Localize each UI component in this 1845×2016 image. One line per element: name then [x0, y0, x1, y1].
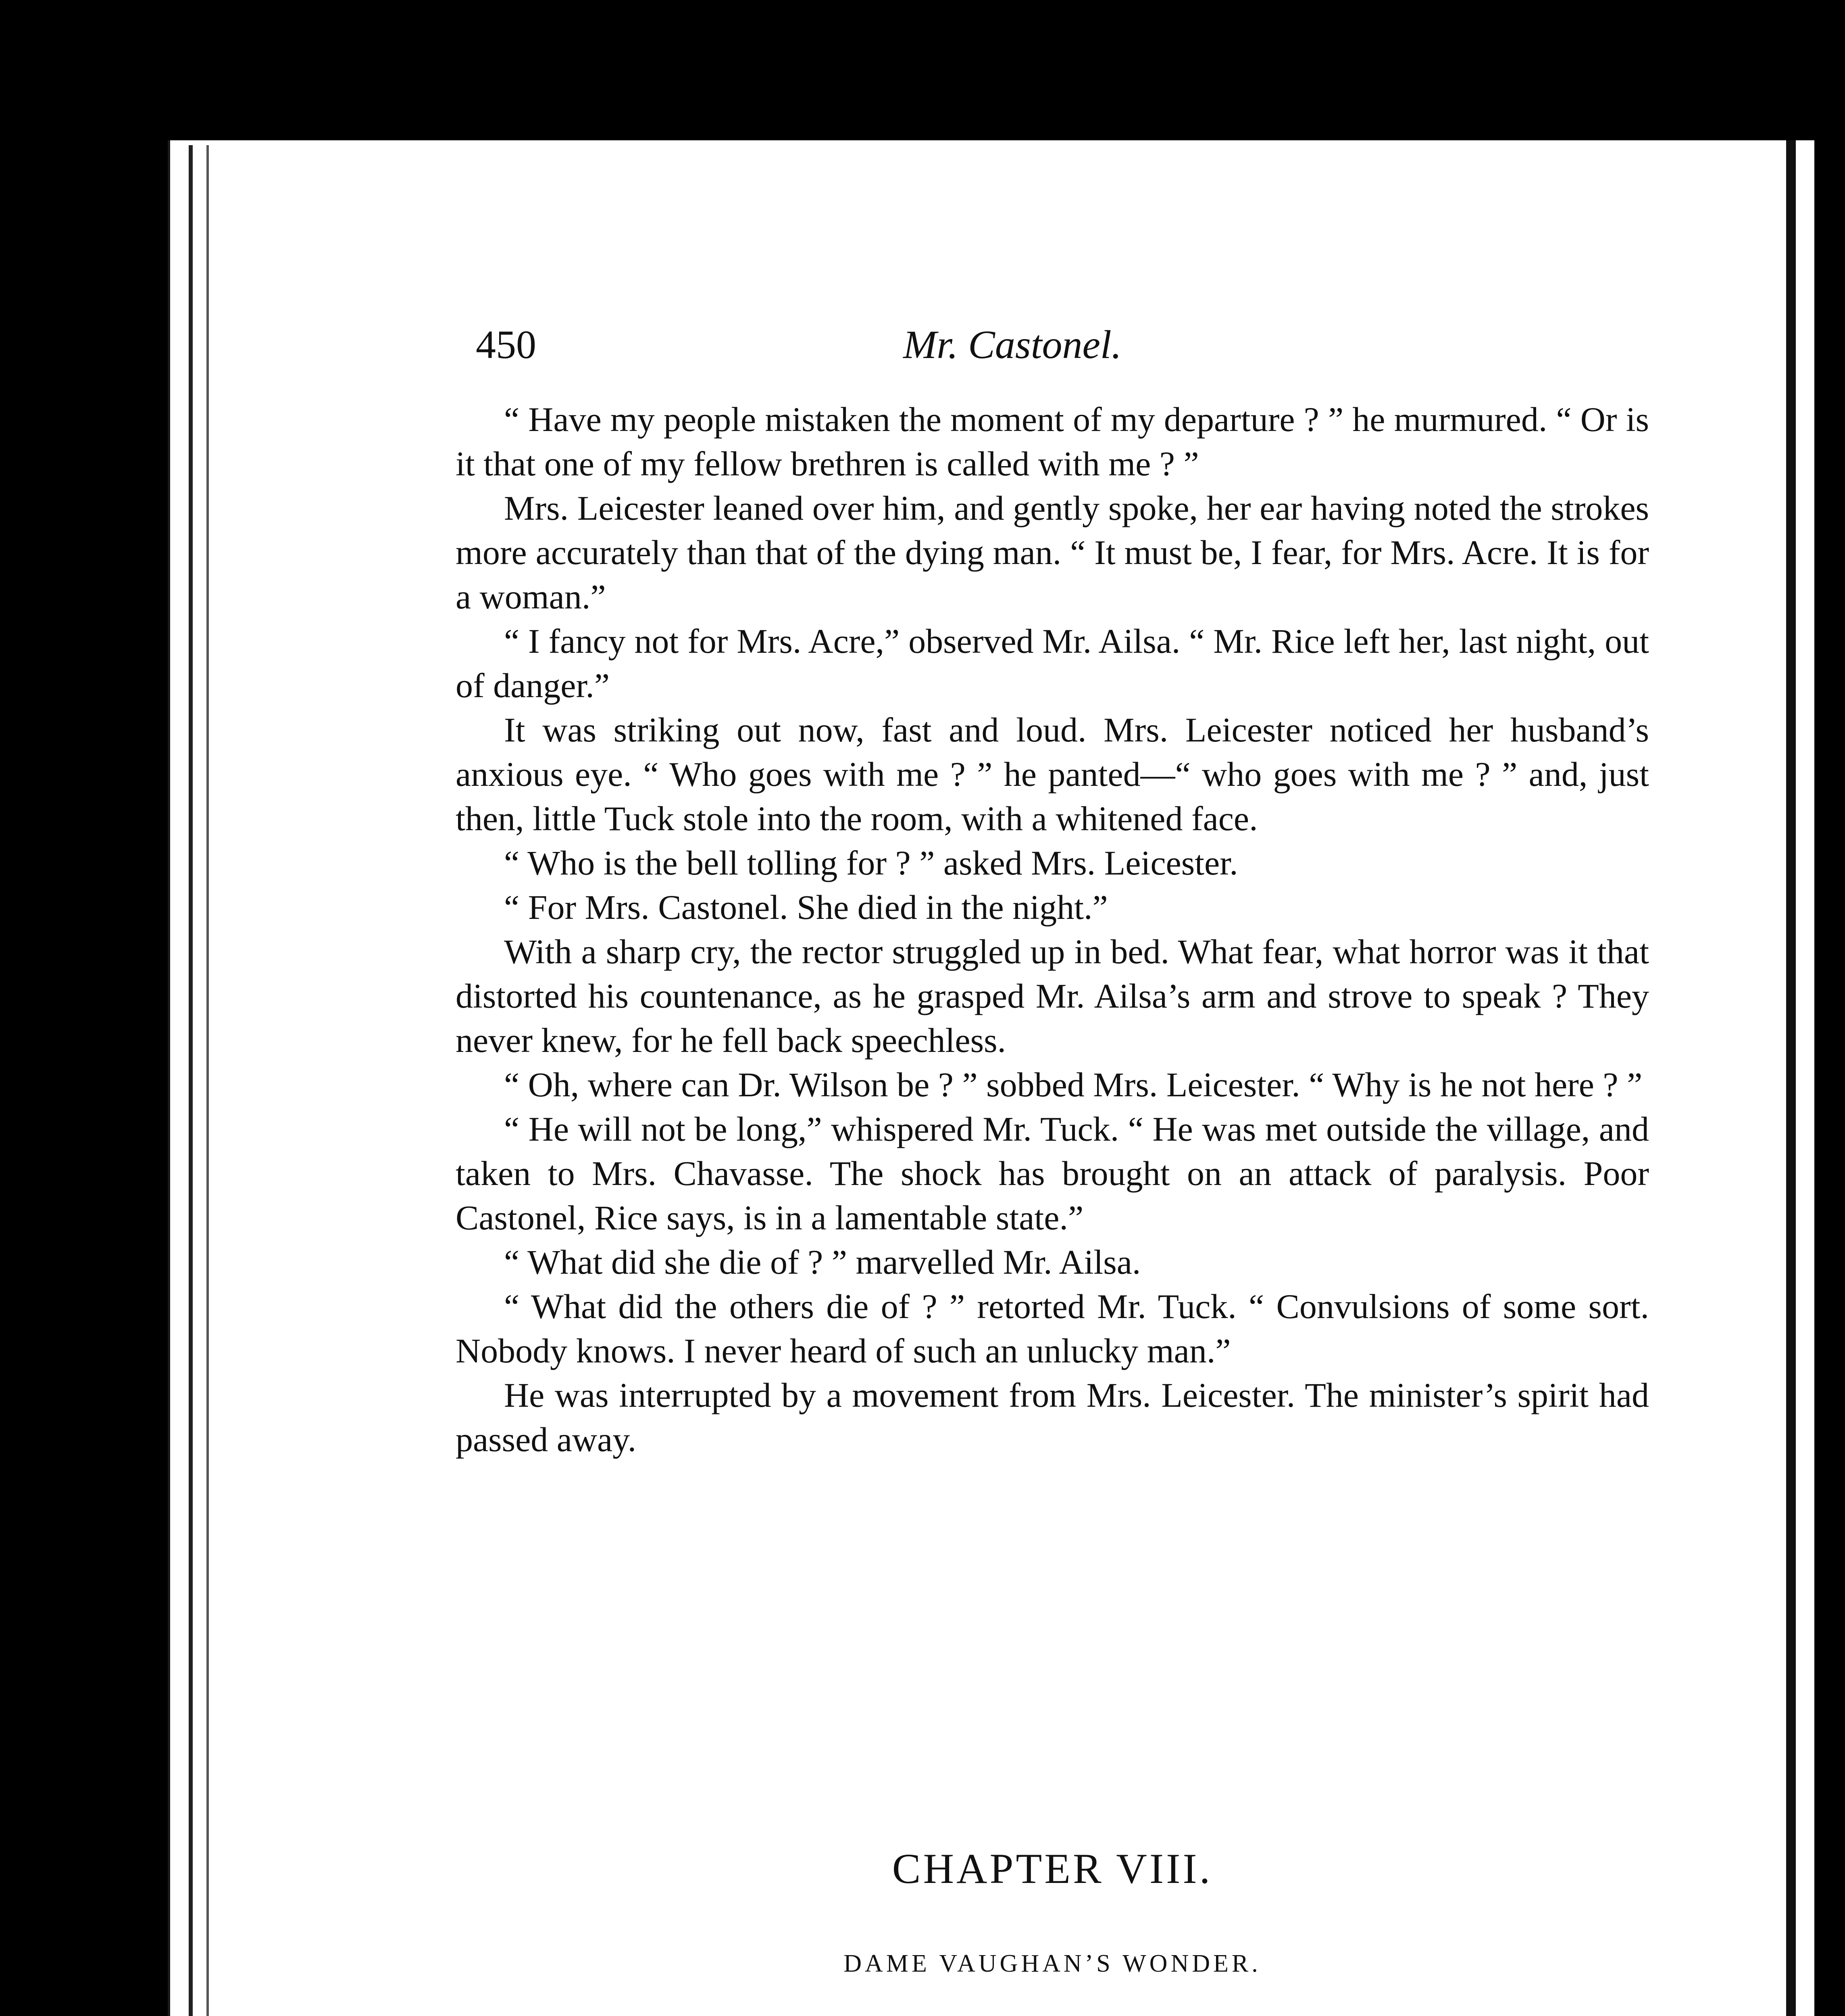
chapter-heading: CHAPTER VIII.	[892, 1845, 1213, 1892]
running-title: Mr. Castonel.	[903, 322, 1122, 367]
page-number: 450	[476, 322, 536, 367]
chapter-subtitle: DAME VAUGHAN’S WONDER.	[843, 1950, 1261, 1977]
paragraph: “ Who is the bell tolling for ? ” asked Mrs. Leicester.	[504, 843, 1238, 882]
paragraph: “ Oh, where can Dr. Wilson be ? ” sobbed Mrs. Leicester. “ Why is he not here ? ”	[504, 1065, 1643, 1104]
paragraph: “ I fancy not for Mrs. Acre,” observed Mr. Ailsa. “ Mr. Rice left her, last night, out of danger.”	[456, 622, 1649, 705]
page-gutter-shadow	[189, 145, 193, 2016]
next-page-edge	[1786, 140, 1796, 2016]
paragraph: “ For Mrs. Castonel. She died in the night.”	[504, 888, 1108, 927]
paragraph: “ He will not be long,” whispered Mr. Tuck. “ He was met outside the village, and taken to Mrs. Chavasse. The shock has brought on an attack of paralysis. Poor Castonel, Rice says, is in a lamentable state.”	[456, 1110, 1649, 1237]
paragraph: “ Have my people mistaken the moment of my departure ? ” he murmured. “ Or is it that one of my fellow brethren is called with me ? ”	[456, 400, 1649, 483]
paragraph: It was striking out now, fast and loud. Mrs. Leicester noticed her husband’s anxious eye. “ Who goes with me ? ” he panted—“ who goes with me ? ” and, just then, little Tuck stole into the room, with a whitened face.	[456, 710, 1649, 838]
paragraph: “ What did the others die of ? ” retorted Mr. Tuck. “ Convulsions of some sort. Nobody knows. I never heard of such an unlucky man.”	[456, 1287, 1649, 1370]
body-text	[456, 397, 1649, 1462]
paragraph: “ What did she die of ? ” marvelled Mr. Ailsa.	[504, 1243, 1141, 1281]
page-gutter-line	[206, 145, 209, 2016]
page-header	[476, 319, 1653, 371]
paragraph: Mrs. Leicester leaned over him, and gently spoke, her ear having noted the strokes more accurately than that of the dying man. “ It must be, I fear, for Mrs. Acre. It is for a woman.”	[456, 489, 1649, 616]
paragraph: With a sharp cry, the rector struggled up in bed. What fear, what horror was it that distorted his countenance, as he grasped Mr. Ailsa’s arm and strove to speak ? They never knew, for he fell back speechless.	[456, 932, 1649, 1060]
paragraph: He was interrupted by a movement from Mrs. Leicester. The minister’s spirit had passed away.	[456, 1376, 1649, 1459]
